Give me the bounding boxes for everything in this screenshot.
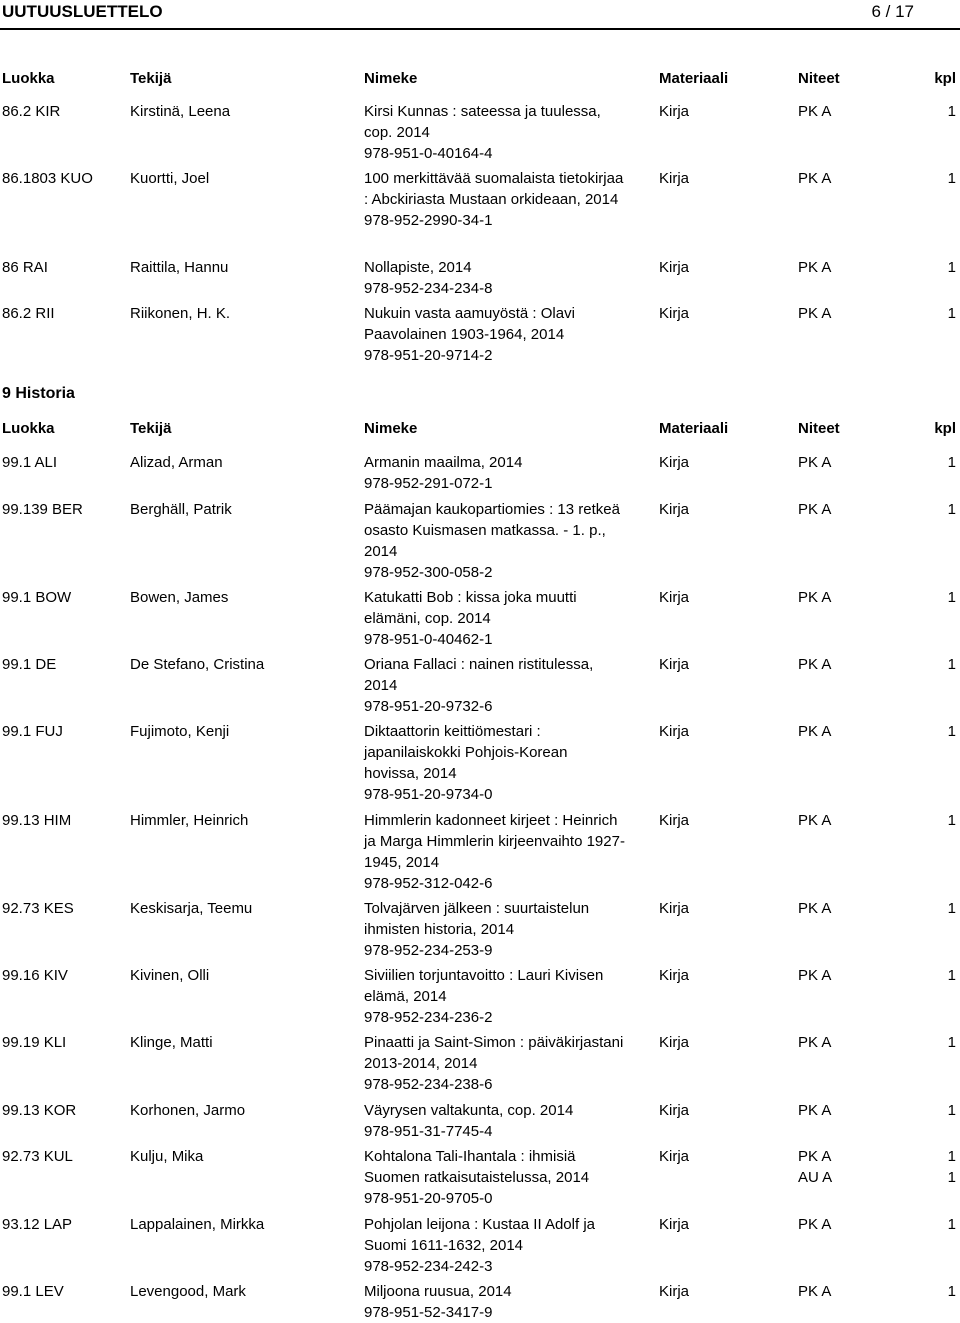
nimeke xyxy=(364,101,626,164)
nimeke xyxy=(364,499,626,583)
niteet: PK A xyxy=(798,170,832,187)
luokka: 92.73 KES xyxy=(2,900,74,917)
header-niteet: Niteet xyxy=(798,420,840,437)
nimeke xyxy=(364,1214,626,1277)
tekija: Kulju, Mika xyxy=(130,1148,204,1165)
niteet: PK A xyxy=(798,1034,832,1051)
nimeke xyxy=(364,1146,626,1209)
niteet: PK A xyxy=(798,501,832,518)
isbn: 978-952-234-238-6 xyxy=(364,1076,493,1093)
materiaali: Kirja xyxy=(659,170,690,187)
title-text: Katukatti Bob : kissa joka muutti elämäni, cop. 2014 xyxy=(364,589,577,627)
tekija: Kivinen, Olli xyxy=(130,967,210,984)
isbn: 978-951-0-40462-1 xyxy=(364,631,493,648)
kpl: 1 xyxy=(947,501,956,518)
header-niteet: Niteet xyxy=(798,70,840,87)
kpl: 1 xyxy=(947,1283,956,1300)
section-heading: 9 Historia xyxy=(2,385,75,402)
luokka: 99.13 HIM xyxy=(2,812,72,829)
niteet: PK A xyxy=(798,1216,832,1233)
header-nimeke: Nimeke xyxy=(364,70,418,87)
niteet: PK A xyxy=(798,305,832,322)
nimeke xyxy=(364,965,626,1028)
nimeke xyxy=(364,587,626,650)
luokka: 99.19 KLI xyxy=(2,1034,67,1051)
luokka: 99.1 ALI xyxy=(2,454,58,471)
niteet: PK A xyxy=(798,900,832,917)
title-text: Kirsi Kunnas : sateessa ja tuulessa, cop. 2014 xyxy=(364,103,601,141)
luokka: 86.2 KIR xyxy=(2,103,61,120)
materiaali: Kirja xyxy=(659,812,690,829)
kpl: 1 xyxy=(947,103,956,120)
kpl-1: 1 xyxy=(947,1148,956,1165)
nimeke xyxy=(364,898,626,961)
niteet: PK A xyxy=(798,723,832,740)
kpl: 1 xyxy=(947,1216,956,1233)
header-tekija: Tekijä xyxy=(130,70,172,87)
header-luokka: Luokka xyxy=(2,420,55,437)
title-text: Nukuin vasta aamuyöstä : Olavi Paavolainen 1903-1964, 2014 xyxy=(364,305,575,343)
niteet: PK A xyxy=(798,259,832,276)
isbn: 978-951-52-3417-9 xyxy=(364,1304,493,1321)
luokka: 86.1803 KUO xyxy=(2,170,93,187)
kpl: 1 xyxy=(947,967,956,984)
nimeke xyxy=(364,303,626,366)
materiaali: Kirja xyxy=(659,305,690,322)
tekija: Keskisarja, Teemu xyxy=(130,900,253,917)
kpl: 1 xyxy=(947,454,956,471)
tekija: Raittila, Hannu xyxy=(130,259,229,276)
title-text: 100 merkittävää suomalaista tietokirjaa : Abckiriasta Mustaan orkideaan, 2014 xyxy=(364,170,624,208)
isbn: 978-951-20-9705-0 xyxy=(364,1190,493,1207)
nimeke xyxy=(364,1032,626,1095)
niteet: PK A xyxy=(798,1102,832,1119)
header-tekija: Tekijä xyxy=(130,420,172,437)
isbn: 978-952-2990-34-1 xyxy=(364,212,493,229)
header-nimeke: Nimeke xyxy=(364,420,418,437)
tekija: Lappalainen, Mirkka xyxy=(130,1216,265,1233)
isbn: 978-952-234-236-2 xyxy=(364,1009,493,1026)
materiaali: Kirja xyxy=(659,103,690,120)
materiaali: Kirja xyxy=(659,656,690,673)
luokka: 92.73 KUL xyxy=(2,1148,73,1165)
isbn: 978-952-234-234-8 xyxy=(364,280,493,297)
luokka: 86 RAI xyxy=(2,259,48,276)
nimeke xyxy=(364,168,626,231)
kpl: 1 xyxy=(947,1034,956,1051)
nimeke xyxy=(364,1100,626,1142)
kpl: 1 xyxy=(947,812,956,829)
header-materiaali: Materiaali xyxy=(659,70,729,87)
kpl xyxy=(948,1146,956,1188)
page-number: 6 / 17 xyxy=(871,2,914,21)
luokka: 99.16 KIV xyxy=(2,967,68,984)
page-title: UUTUUSLUETTELO xyxy=(2,2,163,21)
materiaali: Kirja xyxy=(659,454,690,471)
niteet-1: PK A xyxy=(798,1148,832,1165)
materiaali: Kirja xyxy=(659,1283,690,1300)
isbn: 978-951-20-9732-6 xyxy=(364,698,493,715)
luokka: 86.2 RII xyxy=(2,305,55,322)
tekija: Berghäll, Patrik xyxy=(130,501,232,518)
tekija: De Stefano, Cristina xyxy=(130,656,265,673)
table-header xyxy=(0,70,960,90)
title-text: Diktaattorin keittiömestari : japanilaiskokki Pohjois-Korean hovissa, 2014 xyxy=(364,723,568,782)
niteet: PK A xyxy=(798,812,832,829)
tekija: Alizad, Arman xyxy=(130,454,223,471)
niteet xyxy=(798,1146,832,1188)
title-text: Siviilien torjuntavoitto : Lauri Kivisen elämä, 2014 xyxy=(364,967,604,1005)
luokka: 99.1 FUJ xyxy=(2,723,63,740)
tekija: Kuortti, Joel xyxy=(130,170,210,187)
luokka: 99.1 DE xyxy=(2,656,57,673)
tekija: Levengood, Mark xyxy=(130,1283,246,1300)
title-text: Päämajan kaukopartiomies : 13 retkeä osasto Kuismasen matkassa. - 1. p., 2014 xyxy=(364,501,620,560)
luokka: 99.139 BER xyxy=(2,501,83,518)
materiaali: Kirja xyxy=(659,1216,690,1233)
kpl: 1 xyxy=(947,900,956,917)
isbn: 978-951-20-9714-2 xyxy=(364,347,493,364)
materiaali: Kirja xyxy=(659,723,690,740)
tekija: Riikonen, H. K. xyxy=(130,305,231,322)
isbn: 978-951-0-40164-4 xyxy=(364,145,493,162)
niteet: PK A xyxy=(798,1283,832,1300)
luokka: 99.13 KOR xyxy=(2,1102,77,1119)
nimeke xyxy=(364,654,626,717)
header-kpl: kpl xyxy=(934,70,956,87)
table-header xyxy=(0,420,960,440)
materiaali: Kirja xyxy=(659,900,690,917)
niteet: PK A xyxy=(798,967,832,984)
kpl: 1 xyxy=(947,723,956,740)
materiaali: Kirja xyxy=(659,501,690,518)
title-text: Armanin maailma, 2014 xyxy=(364,454,523,471)
isbn: 978-951-20-9734-0 xyxy=(364,786,493,803)
title-text: Miljoona ruusua, 2014 xyxy=(364,1283,512,1300)
title-text: Kohtalona Tali-Ihantala : ihmisiä Suomen ratkaisutaistelussa, 2014 xyxy=(364,1148,590,1186)
niteet: PK A xyxy=(798,656,832,673)
isbn: 978-952-234-253-9 xyxy=(364,942,493,959)
header-luokka: Luokka xyxy=(2,70,55,87)
header-kpl: kpl xyxy=(934,420,956,437)
nimeke xyxy=(364,257,626,299)
title-text: Pohjolan leijona : Kustaa II Adolf ja Suomi 1611-1632, 2014 xyxy=(364,1216,595,1254)
isbn: 978-951-31-7745-4 xyxy=(364,1123,493,1140)
isbn: 978-952-291-072-1 xyxy=(364,475,493,492)
isbn: 978-952-300-058-2 xyxy=(364,564,493,581)
tekija: Klinge, Matti xyxy=(130,1034,213,1051)
tekija: Kirstinä, Leena xyxy=(130,103,231,120)
kpl: 1 xyxy=(947,305,956,322)
kpl-2: 1 xyxy=(947,1169,956,1186)
niteet: PK A xyxy=(798,454,832,471)
luokka: 93.12 LAP xyxy=(2,1216,73,1233)
niteet-2: AU A xyxy=(798,1169,833,1186)
top-rule xyxy=(0,28,960,30)
title-text: Nollapiste, 2014 xyxy=(364,259,472,276)
title-text: Pinaatti ja Saint-Simon : päiväkirjastani 2013-2014, 2014 xyxy=(364,1034,624,1072)
isbn: 978-952-234-242-3 xyxy=(364,1258,493,1275)
tekija: Himmler, Heinrich xyxy=(130,812,249,829)
materiaali: Kirja xyxy=(659,1148,690,1165)
materiaali: Kirja xyxy=(659,259,690,276)
title-text: Himmlerin kadonneet kirjeet : Heinrich ja Marga Himmlerin kirjeenvaihto 1927-1945, 2014 xyxy=(364,812,625,871)
header-materiaali: Materiaali xyxy=(659,420,729,437)
title-text: Oriana Fallaci : nainen ristitulessa, 2014 xyxy=(364,656,594,694)
kpl: 1 xyxy=(947,1102,956,1119)
materiaali: Kirja xyxy=(659,1034,690,1051)
niteet: PK A xyxy=(798,103,832,120)
tekija: Korhonen, Jarmo xyxy=(130,1102,246,1119)
kpl: 1 xyxy=(947,170,956,187)
nimeke xyxy=(364,721,626,805)
kpl: 1 xyxy=(947,259,956,276)
luokka: 99.1 BOW xyxy=(2,589,72,606)
title-text: Väyrysen valtakunta, cop. 2014 xyxy=(364,1102,574,1119)
niteet: PK A xyxy=(798,589,832,606)
materiaali: Kirja xyxy=(659,1102,690,1119)
tekija: Bowen, James xyxy=(130,589,229,606)
nimeke xyxy=(364,452,626,494)
nimeke xyxy=(364,810,626,894)
materiaali: Kirja xyxy=(659,589,690,606)
kpl: 1 xyxy=(947,589,956,606)
title-text: Tolvajärven jälkeen : suurtaistelun ihmisten historia, 2014 xyxy=(364,900,590,938)
tekija: Fujimoto, Kenji xyxy=(130,723,230,740)
kpl: 1 xyxy=(947,656,956,673)
nimeke xyxy=(364,1281,626,1323)
luokka: 99.1 LEV xyxy=(2,1283,64,1300)
isbn: 978-952-312-042-6 xyxy=(364,875,493,892)
materiaali: Kirja xyxy=(659,967,690,984)
